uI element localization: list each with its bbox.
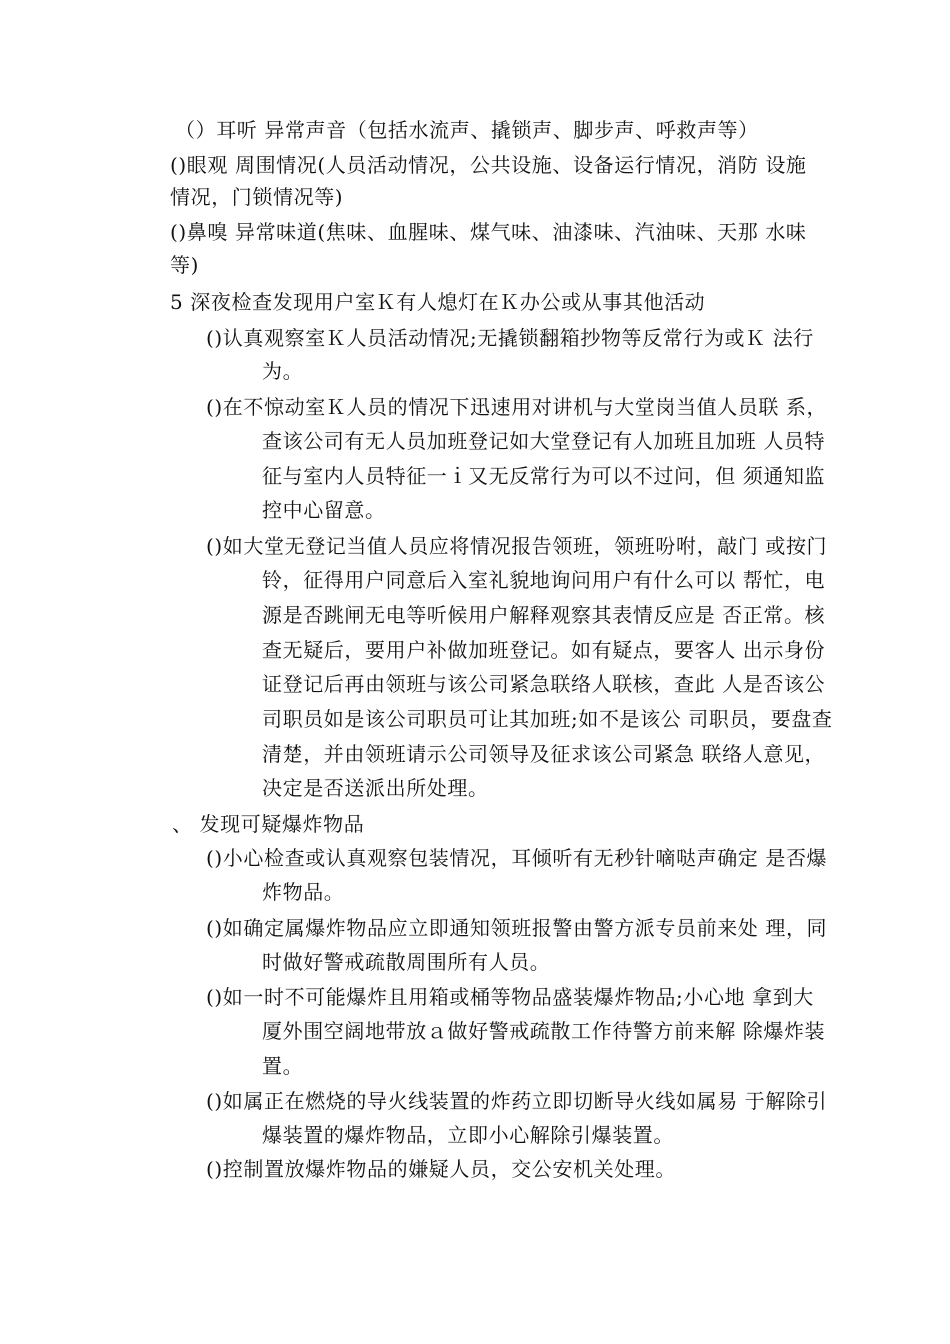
text-line: （）耳听 异常声音（包括水流声、撬锁声、脚步声、呼救声等） bbox=[175, 118, 759, 142]
text-line: 情况，门锁情况等) bbox=[170, 185, 344, 209]
text-line: 控中心留意。 bbox=[262, 498, 386, 522]
text-line: 清楚，并由领班请示公司领导及征求该公司紧急 联络人意见， bbox=[262, 742, 826, 766]
list-item: ()如一时不可能爆炸且用箱或桶等物品盛装爆炸物品;小心地 拿到大 bbox=[206, 985, 814, 1009]
list-item: ()认真观察室Ｋ人员活动情况;无撬锁翻箱抄物等反常行为或Ｋ 法行 bbox=[206, 326, 814, 350]
text-line: 司职员如是该公司职员可让其加班;如不是该公 司职员，要盘查 bbox=[262, 707, 833, 731]
text-line: ()眼观 周围情况(人员活动情况，公共设施、设备运行情况，消防 设施 bbox=[170, 153, 807, 177]
text-line: 厦外围空阔地带放ａ做好警戒疏散工作待警方前来解 除爆炸装 bbox=[262, 1019, 826, 1043]
text-line: 爆装置的爆炸物品，立即小心解除引爆装置。 bbox=[262, 1123, 674, 1147]
text-line: 源是否跳闸无电等听候用户解释观察其表情反应是 否正常。核 bbox=[262, 603, 826, 627]
section-heading: 5 深夜检查发现用户室Ｋ有人熄灯在Ｋ办公或从事其他活动 bbox=[170, 290, 706, 314]
list-item: ()在不惊动室Ｋ人员的情况下迅速用对讲机与大堂岗当值人员联 系， bbox=[206, 395, 828, 419]
text-line: 置。 bbox=[262, 1054, 304, 1078]
text-line: 为。 bbox=[262, 359, 304, 383]
text-line: 时做好警戒疏散周围所有人员。 bbox=[262, 950, 551, 974]
text-line: 查该公司有无人员加班登记如大堂登记有人加班且加班 人员特 bbox=[262, 429, 826, 453]
text-line: 征与室内人员特征一ｉ又无反常行为可以不过问，但 须通知监 bbox=[262, 464, 826, 488]
text-line: 铃，征得用户同意后入室礼貌地询问用户有什么可以 帮忙，电 bbox=[262, 568, 826, 592]
list-item: ()小心检查或认真观察包装情况，耳倾听有无秒针嘀哒声确定 是否爆 bbox=[206, 846, 828, 870]
list-item: ()如大堂无登记当值人员应将情况报告领班，领班吩咐，敲门 或按门 bbox=[206, 534, 828, 558]
list-item: ()如确定属爆炸物品应立即通知领班报警由警方派专员前来处 理，同 bbox=[206, 916, 828, 940]
text-line: 证登记后再由领班与该公司紧急联络人联核，查此 人是否该公 bbox=[262, 672, 826, 696]
text-line: ()鼻嗅 异常味道(焦味、血腥味、煤气味、油漆味、汽油味、天那 水味 bbox=[170, 220, 807, 244]
text-line: 查无疑后，要用户补做加班登记。如有疑点，要客人 出示身份 bbox=[262, 638, 826, 662]
list-item: ()控制置放爆炸物品的嫌疑人员，交公安机关处理。 bbox=[206, 1157, 677, 1181]
text-line: 决定是否送派出所处理。 bbox=[262, 776, 489, 800]
section-heading: 、 发现可疑爆炸物品 bbox=[172, 812, 365, 836]
text-line: 等) bbox=[170, 253, 200, 277]
list-item: ()如属正在燃烧的导火线装置的炸药立即切断导火线如属易 于解除引 bbox=[206, 1089, 828, 1113]
text-line: 炸物品。 bbox=[262, 880, 345, 904]
